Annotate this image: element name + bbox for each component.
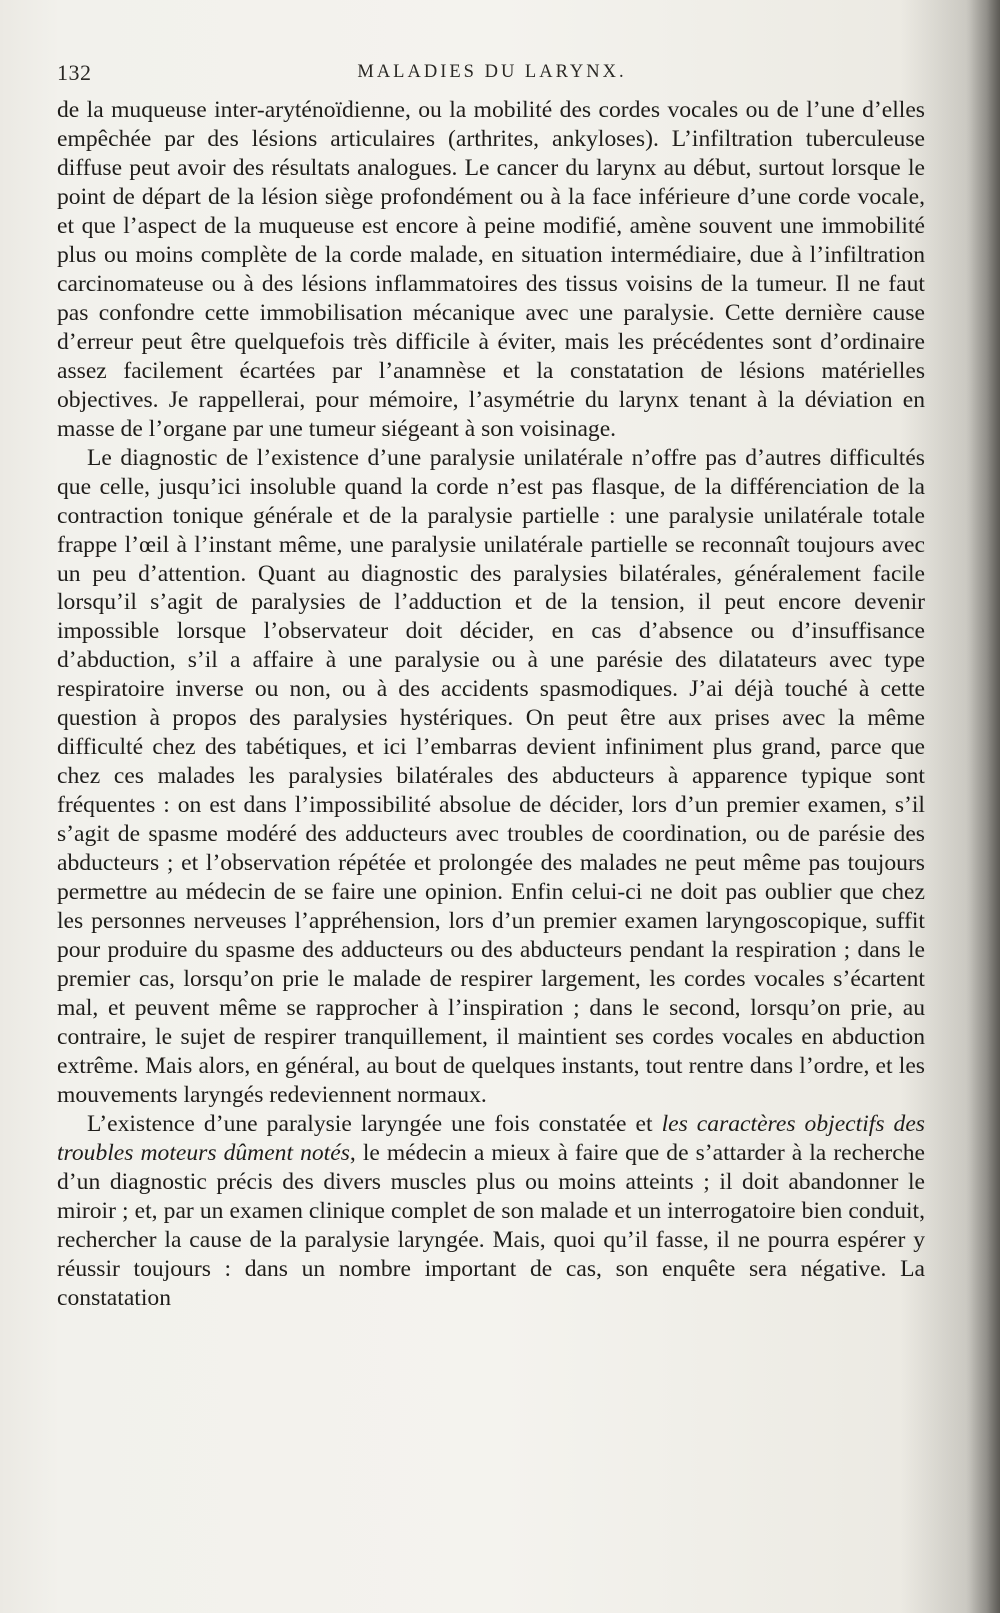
page-gutter-shadow [966,0,1000,1613]
paragraph-3-italic-phrase: les caractères objectifs des troubles moteurs dûment notés [57,1110,925,1166]
paragraph-2: Le diagnostic de l’existence d’une paralysie unilatérale n’offre pas d’autres difficultés que celle, jusqu’ici insoluble quand la corde n’est pas flasque, de la différenciation de la contraction tonique générale et de la paralysie partielle : une paralysie unilatérale totale frappe l’œil à l’instant même, une paralysie unilatérale partielle se reconnaît toujours avec un peu d’attention. Quant au diagnostic des paralysies bilatérales, généralement facile lorsqu’il s’agit de paralysies de l’adduction et de la tension, il peut encore devenir impossible lorsque l’observateur doit décider, en cas d’absence ou d’insuffisance d’abduction, s’il a affaire à une paralysie ou à une parésie des dilatateurs avec type respiratoire inverse ou non, ou à des accidents spasmodiques. J’ai déjà touché à cette question à propos des paralysies hystériques. On peut être aux prises avec la même difficulté chez des tabétiques, et ici l’embarras devient infiniment plus grand, parce que chez ces malades les paralysies bilatérales des abducteurs à apparence typique sont fréquentes : on est dans l’impossibilité absolue de décider, lors d’un premier examen, s’il s’agit de spasme modéré des adducteurs avec troubles de coordination, ou de parésie des abducteurs ; et l’observation répétée et prolongée des malades ne peut même pas toujours permettre au médecin de se faire une opinion. Enfin celui-ci ne doit pas oublier que chez les personnes nerveuses l’appréhension, lors d’un premier examen laryngoscopique, suffit pour produire du spasme des adducteurs ou des abducteurs pendant la respiration ; dans le premier cas, lorsqu’on prie le malade de respirer largement, les cordes vocales s’écartent mal, et peuvent même se rapprocher à l’inspiration ; dans le second, lorsqu’on prie, au contraire, le sujet de respirer tranquillement, il maintient ses cordes vocales en abduction extrême. Mais alors, en général, au bout de quelques instants, tout rentre dans l’ordre, et les mouvements laryngés redeviennent normaux. [57,444,925,1108]
paragraph-3 [57,1110,925,1313]
running-header [57,60,907,94]
running-title: MALADIES DU LARYNX. [357,62,627,82]
paragraph-3-end: , le médecin a mieux à faire que de s’attarder à la recherche d’un diagnostic précis des divers muscles plus ou moins atteints ; il doit abandonner le miroir ; et, par un examen clinique complet de son malade et un interrogatoire bien conduit, rechercher la cause de la paralysie laryngée. Mais, quoi qu’il fasse, il ne pourra espérer y réussir toujours : dans un nombre important de cas, son enquête sera négative. La constatation [57,1139,925,1311]
page-number: 132 [57,60,92,85]
body-text [57,96,925,1586]
paragraph-1: de la muqueuse inter-aryténoïdienne, ou la mobilité des cordes vocales ou de l’une d’elles empêchée par des lésions articulaires (arthrites, ankyloses). L’infiltration tuberculeuse diffuse peut avoir des résultats analogues. Le cancer du larynx au début, surtout lorsque le point de départ de la lésion siège profondément ou à la face inférieure d’une corde vocale, et que l’aspect de la muqueuse est encore à peine modifié, amène souvent une immobilité plus ou moins complète de la corde malade, en situation intermédiaire, due à l’infiltration carcinomateuse ou à des lésions inflammatoires des tissus voisins de la tumeur. Il ne faut pas confondre cette immobilisation mécanique avec une paralysie. Cette dernière cause d’erreur peut être quelquefois très difficile à éviter, mais les précédentes sont d’ordinaire assez facilement écartées par l’anamnèse et la constatation de lésions matérielles objectives. Je rappellerai, pour mémoire, l’asymétrie du larynx tenant à la déviation en masse de l’organe par une tumeur siégeant à son voisinage. [57,97,925,442]
paragraph-3-start: L’existence d’une paralysie laryngée une fois constatée et [87,1110,662,1137]
